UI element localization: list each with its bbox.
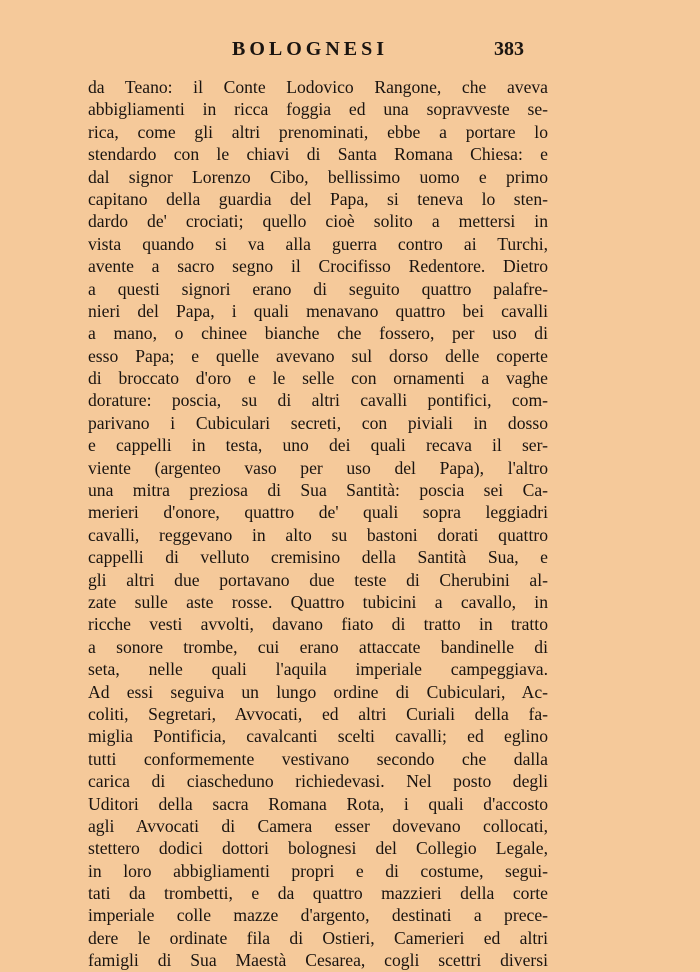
text-line: ricche vesti avvolti, davano fiato di tratto in tratto — [88, 614, 548, 635]
text-line: viente (argenteo vaso per uso del Papa), l'altro — [88, 457, 548, 478]
text-line: in loro abbigliamenti propri e di costume, segui- — [88, 860, 548, 881]
text-line: Uditori della sacra Romana Rota, i quali d'accosto — [88, 793, 548, 814]
text-line: carica di ciascheduno richiedevasi. Nel posto degli — [88, 771, 548, 792]
text-line: parivano i Cubiculari secreti, con piviali in dosso — [88, 412, 548, 433]
text-line: rica, come gli altri prenominati, ebbe a portare lo — [88, 121, 548, 142]
page-number: 383 — [494, 38, 524, 60]
running-head-title: BOLOGNESI — [232, 38, 389, 60]
text-line: avente a sacro segno il Crocifisso Redentore. Dietro — [88, 256, 548, 277]
text-line: dal signor Lorenzo Cibo, bellissimo uomo e primo — [88, 166, 548, 187]
text-line: una mitra preziosa di Sua Santità: poscia sei Ca- — [88, 480, 548, 501]
text-line: tati da trombetti, e da quattro mazzieri della corte — [88, 883, 548, 904]
text-line: dere le ordinate fila di Ostieri, Camerieri ed altri — [88, 927, 548, 948]
text-line: zate sulle aste rosse. Quattro tubicini a cavallo, in — [88, 591, 548, 612]
text-line: e cappelli in testa, uno dei quali recava il ser- — [88, 435, 548, 456]
text-line: nieri del Papa, i quali menavano quattro bei cavalli — [88, 300, 548, 321]
text-line: famigli di Sua Maestà Cesarea, cogli scettri diversi — [88, 950, 548, 971]
text-line: abbigliamenti in ricca foggia ed una sopravveste se- — [88, 99, 548, 120]
text-line: da Teano: il Conte Lodovico Rangone, che aveva — [88, 77, 548, 97]
text-line: stendardo con le chiavi di Santa Romana Chiesa: e — [88, 144, 548, 165]
text-line: agli Avvocati di Camera esser dovevano collocati, — [88, 815, 548, 836]
text-line: tutti conformemente vestivano secondo che dalla — [88, 748, 548, 769]
text-line: a mano, o chinee bianche che fossero, per uso di — [88, 323, 548, 344]
text-line: capitano della guardia del Papa, si teneva lo sten- — [88, 188, 548, 209]
text-line: esso Papa; e quelle avevano sul dorso delle coperte — [88, 345, 548, 366]
body-text — [88, 76, 548, 972]
running-head — [0, 38, 700, 66]
text-line: cappelli di velluto cremisino della Santità Sua, e — [88, 547, 548, 568]
text-line: a sonore trombe, cui erano attaccate bandinelle di — [88, 636, 548, 657]
text-line: dorature: poscia, su di altri cavalli pontifici, com- — [88, 390, 548, 411]
text-line: di broccato d'oro e le selle con ornamenti a vaghe — [88, 368, 548, 389]
text-line: dardo de' crociati; quello cioè solito a mettersi in — [88, 211, 548, 232]
text-line: imperiale colle mazze d'argento, destinati a prece- — [88, 905, 548, 926]
text-line: gli altri due portavano due teste di Cherubini al- — [88, 569, 548, 590]
text-line: seta, nelle quali l'aquila imperiale campeggiava. — [88, 659, 548, 680]
text-line: merieri d'onore, quattro de' quali sopra leggiadri — [88, 502, 548, 523]
text-line: a questi signori erano di seguito quattro palafre- — [88, 278, 548, 299]
text-line: cavalli, reggevano in alto su bastoni dorati quattro — [88, 524, 548, 545]
text-line: vista quando si va alla guerra contro ai Turchi, — [88, 233, 548, 254]
text-line: stettero dodici dottori bolognesi del Collegio Legale, — [88, 838, 548, 859]
text-line: miglia Pontificia, cavalcanti scelti cavalli; ed eglino — [88, 726, 548, 747]
text-line: coliti, Segretari, Avvocati, ed altri Curiali della fa- — [88, 703, 548, 724]
text-line: Ad essi seguiva un lungo ordine di Cubiculari, Ac- — [88, 681, 548, 702]
